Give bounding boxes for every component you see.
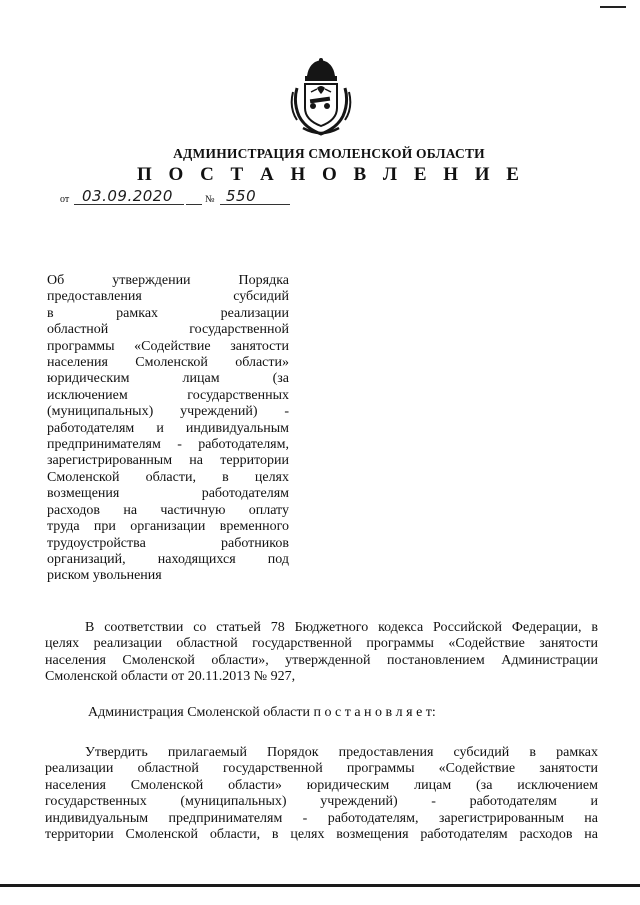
title-line: юридическим лицам (за <box>47 371 289 387</box>
title-line: Смоленской области, в целях <box>47 469 289 485</box>
title-line: зарегистрированным на территории <box>47 453 289 469</box>
title-line: предоставления субсидий <box>47 289 289 305</box>
body-line: Утвердить прилагаемый Порядок предоставления субсидий в рамках <box>85 745 598 760</box>
resolution-subject: Администрация Смоленской области <box>88 705 311 720</box>
body-line: реализации областной государственной программы «Содействие занятости <box>45 761 598 777</box>
body-line: индивидуальным предпринимателям - работодателям, зарегистрированным на <box>45 810 598 826</box>
preamble-line: Смоленской области от 20.11.2013 № 927, <box>45 669 296 685</box>
title-line: программы «Содействие занятости <box>47 338 289 354</box>
organization-name: АДМИНИСТРАЦИЯ СМОЛЕНСКОЙ ОБЛАСТИ <box>173 146 485 161</box>
scan-edge-mark <box>600 6 626 8</box>
title-line: риском увольнения <box>47 568 162 584</box>
title-line: расходов на частичную оплату <box>47 502 289 518</box>
preamble-paragraph <box>45 620 598 686</box>
document-title <box>47 273 289 585</box>
scan-edge-bar <box>0 884 640 887</box>
body-line: государственных (муниципальных) учреждений) - работодателям и <box>45 794 598 810</box>
date-label: от <box>60 194 70 205</box>
resolution-item-paragraph <box>45 745 598 843</box>
title-line: возмещения работодателям <box>47 486 289 502</box>
title-line: труда при организации временного <box>47 519 289 535</box>
preamble-line: целях реализации областной государственной программы «Содействие занятости <box>45 636 598 652</box>
number-label: № <box>205 194 215 205</box>
date-value: 03.09.2020 <box>82 187 173 205</box>
number-value: 550 <box>226 187 257 205</box>
title-line: трудоустройства работников <box>47 535 289 551</box>
document-type-heading: П О С Т А Н О В Л Е Н И Е <box>137 164 525 185</box>
title-line: исключением государственных <box>47 387 289 403</box>
title-line: областной государственной <box>47 322 289 338</box>
title-line: населения Смоленской области» <box>47 355 289 371</box>
resolution-statement <box>88 705 608 721</box>
date-gap-underline <box>186 204 202 205</box>
body-line: территории Смоленской области, в целях возмещения работодателям расходов на <box>45 827 598 843</box>
coat-of-arms-icon <box>289 58 353 140</box>
body-line: населения Смоленской области» юридическим лицам (за исключением <box>45 777 598 793</box>
title-line: в рамках реализации <box>47 305 289 321</box>
title-line: предпринимателям - работодателям, <box>47 437 289 453</box>
resolution-verb: п о с т а н о в л я е т: <box>313 705 436 720</box>
title-line: Об утверждении Порядка <box>47 273 289 288</box>
title-line: (муниципальных) учреждений) - <box>47 404 289 420</box>
title-line: работодателям и индивидуальным <box>47 420 289 436</box>
preamble-line: В соответствии со статьей 78 Бюджетного кодекса Российской Федерации, в <box>85 620 598 635</box>
title-line: организаций, находящихся под <box>47 551 289 567</box>
preamble-line: населения Смоленской области», утвержденной постановлением Администрации <box>45 652 598 668</box>
